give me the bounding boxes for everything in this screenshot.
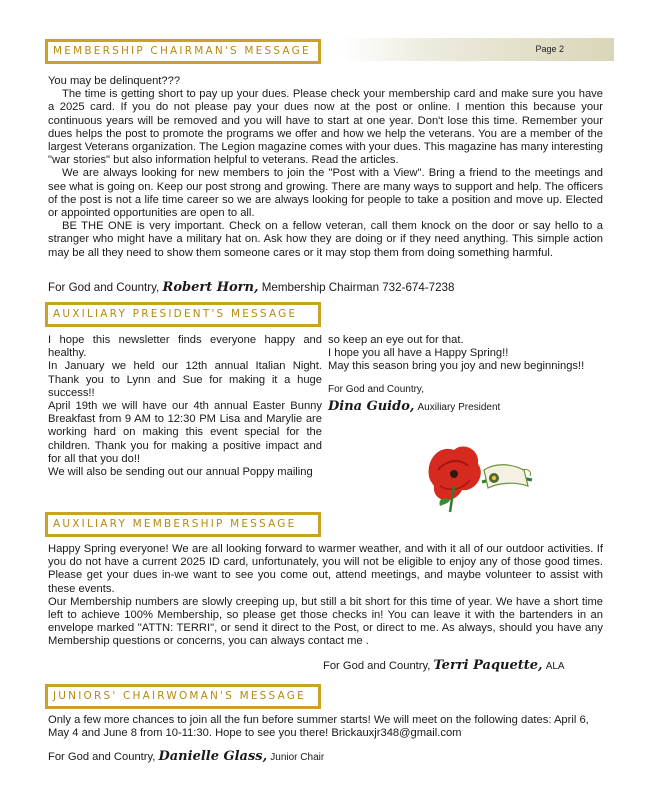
auxiliary-membership-paragraph-1: Happy Spring everyone! We are all looking forward to warmer weather, and with it all of our outdoor activities. If you do not have a current 2025 ID card, unfortunately, you will not be eligible to enjoy any of those good times. Please get your dues in-we want to see you come out, attend meetings, and maybe volunteer to assist with these events. (48, 543, 603, 595)
auxiliary-president-title: Auxiliary President (417, 401, 501, 413)
auxiliary-membership-signoff (323, 659, 603, 673)
juniors-signoff (48, 750, 603, 764)
membership-opening: You may be delinquent??? (48, 75, 181, 87)
membership-paragraph-1: The time is getting short to pay up your dues. Please check your membership card and make sure you have a 2025 card. If you do not please pay your dues now at the post or online. I mention this because your continuous years will be removed and you will have to start at one year. Don't lose this time. Remember your dues helps the post to promote the programs we offer and how we help the veterans. You are a member of the largest Veterans organization. The Legion magazine comes with your dues. This magazine has many interesting "war stories" but also information helpful to veterans. Read the articles. (48, 88, 603, 167)
ribbon-banner-icon (484, 465, 531, 488)
auxiliary-membership-heading: AUXILIARY MEMBERSHIP MESSAGE (45, 512, 321, 537)
membership-closing: For God and Country, (48, 281, 160, 294)
juniors-body: Only a few more chances to join all the fun before summer starts! We will meet on the following dates: April 6, May 4 and June 8 from 10-11:30. Hope to see you there! Brickauxjr348@gmail.com (48, 714, 589, 740)
auxiliary-membership-signature: Terri Paquette, (433, 658, 543, 673)
poppy-flower-illustration (424, 440, 544, 514)
membership-signoff (48, 281, 603, 294)
membership-title: Membership Chairman 732-674-7238 (261, 281, 455, 294)
page-banner (340, 38, 614, 61)
auxiliary-president-right-column (328, 334, 608, 414)
auxiliary-membership-body (48, 543, 603, 649)
membership-body (48, 75, 603, 260)
auxiliary-president-heading: AUXILIARY PRESIDENT'S MESSAGE (45, 302, 321, 327)
juniors-heading: JUNIORS' CHAIRWOMAN'S MESSAGE (45, 684, 321, 709)
membership-heading: MEMBERSHIP CHAIRMAN'S MESSAGE (45, 39, 321, 64)
page-number: Page 2 (535, 44, 564, 54)
juniors-signature: Danielle Glass, (158, 749, 268, 764)
auxiliary-membership-paragraph-2: Our Membership numbers are slowly creeping up, but still a bit short for this time of year. We have a short time left to achieve 100% Membership, so please get those checks in! You can leave it with the bartenders in an envelope marked "ATTN: TERRI", or send it direct to the Post, or direct to me. As always, should you have any Membership questions or concerns, you can always contact me . (48, 595, 603, 648)
membership-paragraph-3: BE THE ONE is very important. Check on a fellow veteran, call them knock on the door or say hello to a stranger who might have a military hat on. Ask how they are doing or if they need anything. This simple action may be all they need to show them someone cares or it may stop them from doing something harmful. (48, 220, 603, 259)
membership-signature: Robert Horn, (162, 280, 259, 295)
auxiliary-president-line-2: I hope you all have a Happy Spring!! (328, 347, 509, 360)
auxiliary-president-line-1: so keep an eye out for that. (328, 334, 464, 346)
auxiliary-membership-title: ALA (545, 661, 565, 672)
auxiliary-president-signature: Dina Guido, (328, 398, 415, 414)
auxiliary-president-closing: For God and Country, (328, 383, 424, 395)
auxiliary-president-left-column: I hope this newsletter finds everyone happy and healthy. In January we held our 12th annual Italian Night. Thank you to Lynn and Sue for making it a huge success!! April 19th we will have our 4th annual Easter Bunny Breakfast from 9 AM to 12:30 PM Lisa and Marylie are working hard on making this event special for the children. Thank you for making a positive impact and for all that you do!! We will also be sending out our annual Poppy mailing (48, 334, 322, 479)
membership-paragraph-2: We are always looking for new members to join the "Post with a View". Bring a friend to the meetings and see what is going on. Keep our post strong and growing. There are many ways to support and help. The officers of the post is not a life time career so we are always looking for people to take a position and move up. Elected or appointed opportunities are open to all. (48, 167, 603, 220)
juniors-title: Junior Chair (270, 752, 325, 763)
auxiliary-president-line-3: May this season bring you joy and new beginnings!! (328, 360, 585, 373)
juniors-closing: For God and Country, (48, 751, 156, 763)
auxiliary-membership-closing: For God and Country, (323, 660, 431, 672)
